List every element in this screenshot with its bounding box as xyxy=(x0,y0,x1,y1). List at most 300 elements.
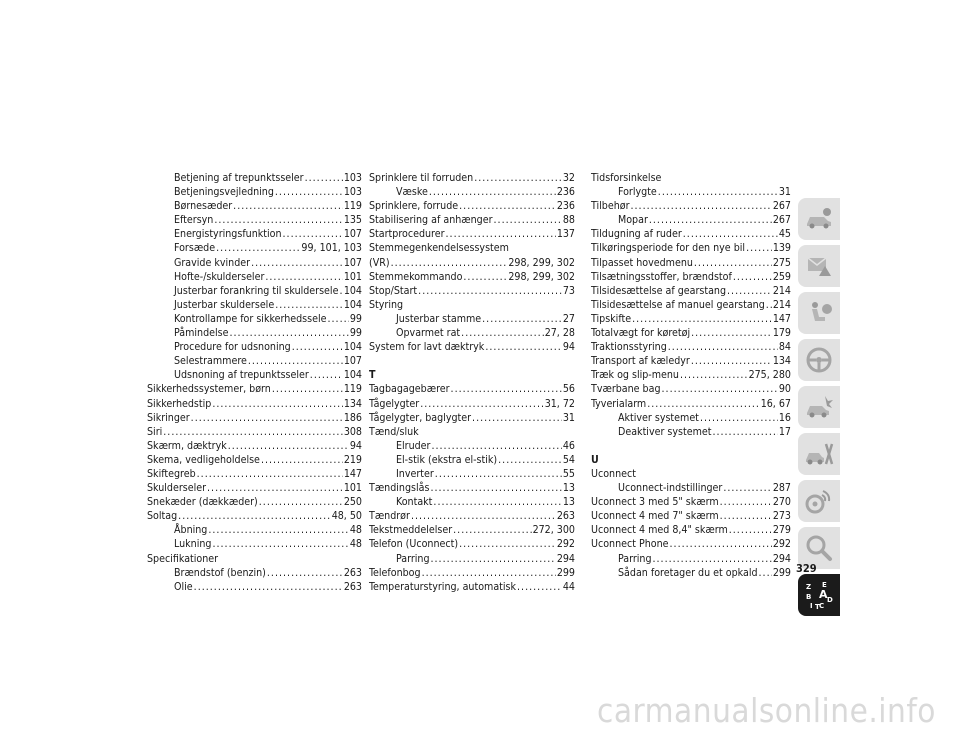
index-entry[interactable] xyxy=(591,270,791,284)
index-entry[interactable] xyxy=(369,552,575,566)
leader-dots xyxy=(459,199,556,213)
entry-page[interactable]: 27 xyxy=(562,312,575,325)
leader-dots xyxy=(632,312,772,326)
index-entry[interactable] xyxy=(369,270,575,284)
index-letter-glyph: D xyxy=(827,596,833,604)
section-letter: T xyxy=(369,369,376,382)
index-entry[interactable] xyxy=(147,199,362,213)
entry-page[interactable]: 308 xyxy=(343,425,362,438)
entry-text: Selestrammere xyxy=(174,355,247,368)
leader-dots xyxy=(265,270,342,284)
entry-page[interactable]: 275, 280 xyxy=(748,369,791,382)
index-entry[interactable] xyxy=(591,481,791,495)
entry-page[interactable]: 94 xyxy=(349,439,362,452)
entry-page[interactable]: 214 xyxy=(772,298,791,311)
leader-dots xyxy=(498,453,562,467)
index-letter-glyph: T xyxy=(815,603,820,611)
entry-text: Tilkøringsperiode for den nye bil xyxy=(591,242,746,255)
index-entry[interactable] xyxy=(147,185,362,199)
tab-service[interactable] xyxy=(798,433,840,475)
entry-page[interactable]: 147 xyxy=(772,312,791,325)
entry-page[interactable]: 279 xyxy=(772,524,791,537)
index-entry[interactable] xyxy=(147,397,362,411)
entry-text: Olie xyxy=(174,580,193,593)
index-entry[interactable] xyxy=(147,552,362,566)
entry-text: Uconnect-indstillinger xyxy=(618,482,723,495)
index-letter-glyph: A xyxy=(819,588,828,601)
tab-emergency[interactable] xyxy=(798,386,840,428)
index-entry[interactable] xyxy=(369,425,575,439)
chapter-tabs xyxy=(798,198,840,621)
index-entry[interactable] xyxy=(591,340,791,354)
index-entry[interactable] xyxy=(369,199,575,213)
index-entry[interactable] xyxy=(591,171,791,185)
leader-dots xyxy=(746,241,772,255)
entry-page[interactable]: 31, 72 xyxy=(544,397,575,410)
index-letter-glyph: C xyxy=(819,602,825,610)
entry-page[interactable]: 287 xyxy=(772,482,791,495)
index-entry[interactable] xyxy=(591,312,791,326)
index-entry[interactable] xyxy=(369,284,575,298)
leader-dots xyxy=(430,481,561,495)
index-entry[interactable] xyxy=(369,523,575,537)
index-entry[interactable] xyxy=(591,256,791,270)
entry-text: Tilsidesættelse af gearstang xyxy=(591,284,727,297)
entry-text: Styring xyxy=(369,298,404,311)
entry-text: Hofte-/skulderseler xyxy=(174,270,265,283)
index-entry[interactable] xyxy=(591,523,791,537)
entry-page[interactable]: 263 xyxy=(556,510,575,523)
index-entry[interactable] xyxy=(591,509,791,523)
leader-dots xyxy=(691,354,772,368)
entry-page[interactable]: 104 xyxy=(343,369,362,382)
entry-page[interactable]: 259 xyxy=(772,270,791,283)
entry-page[interactable]: 294 xyxy=(772,552,791,565)
car-crash-icon xyxy=(803,391,835,423)
entry-page[interactable]: 299 xyxy=(556,566,575,579)
entry-page[interactable]: 73 xyxy=(562,284,575,297)
index-entry[interactable] xyxy=(591,227,791,241)
tab-driving[interactable] xyxy=(798,339,840,381)
tab-index[interactable] xyxy=(798,574,840,616)
steering-wheel-icon xyxy=(803,344,835,376)
leader-dots xyxy=(197,467,343,481)
entry-page[interactable]: 48 xyxy=(349,524,362,537)
entry-text: Snekæder (dækkæder) xyxy=(147,496,258,509)
multimedia-icon xyxy=(803,485,835,517)
entry-text: Sikkerhedstip xyxy=(147,397,212,410)
leader-dots xyxy=(233,199,343,213)
index-entry[interactable] xyxy=(147,453,362,467)
entry-page[interactable]: 250 xyxy=(343,496,362,509)
entry-page[interactable]: 134 xyxy=(343,397,362,410)
entry-text: Tyverialarm xyxy=(591,397,647,410)
entry-text: Traktionsstyring xyxy=(591,341,667,354)
car-info-icon xyxy=(803,203,835,235)
tab-safety[interactable] xyxy=(798,292,840,334)
index-entry[interactable] xyxy=(369,566,575,580)
leader-dots xyxy=(459,537,556,551)
entry-page[interactable]: 45 xyxy=(778,228,791,241)
entry-page[interactable]: 294 xyxy=(556,552,575,565)
index-entry[interactable] xyxy=(591,368,791,382)
entry-text: Tilbehør xyxy=(591,200,630,213)
entry-text: Tændrør xyxy=(369,510,410,523)
entry-text: (VR) xyxy=(369,256,390,269)
index-entry[interactable] xyxy=(147,241,362,255)
index-entry[interactable] xyxy=(369,213,575,227)
entry-page[interactable]: 99 xyxy=(349,327,362,340)
entry-text: Sikringer xyxy=(147,411,190,424)
entry-page[interactable]: 104 xyxy=(343,284,362,297)
leader-dots xyxy=(216,241,300,255)
entry-page[interactable]: 186 xyxy=(343,411,362,424)
entry-page[interactable]: 236 xyxy=(556,186,575,199)
entry-page[interactable]: 214 xyxy=(772,284,791,297)
entry-text: Gravide kvinder xyxy=(174,256,251,269)
entry-page[interactable]: 135 xyxy=(343,214,362,227)
leader-dots xyxy=(229,326,348,340)
index-entry[interactable] xyxy=(369,298,575,312)
entry-text: Tidsforsinkelse xyxy=(591,172,662,184)
index-entry[interactable] xyxy=(147,495,362,509)
index-entry[interactable] xyxy=(591,199,791,213)
entry-page[interactable]: 267 xyxy=(772,200,791,213)
index-entry[interactable] xyxy=(147,411,362,425)
leader-dots xyxy=(723,481,771,495)
entry-page[interactable]: 137 xyxy=(556,228,575,241)
index-entry[interactable] xyxy=(369,171,575,185)
entry-page[interactable]: 99 xyxy=(349,312,362,325)
entry-page[interactable]: 292 xyxy=(772,538,791,551)
index-entry[interactable] xyxy=(591,354,791,368)
leader-dots xyxy=(431,439,561,453)
entry-page[interactable]: 54 xyxy=(562,453,575,466)
entry-text: Inverter xyxy=(396,467,434,480)
seat-airbag-icon xyxy=(803,297,835,329)
entry-page[interactable]: 17 xyxy=(778,425,791,438)
entry-page[interactable]: 107 xyxy=(343,228,362,241)
entry-text: Uconnect 4 med 8,4" skærm xyxy=(591,524,728,537)
tab-car-info[interactable] xyxy=(798,198,840,240)
index-entry[interactable] xyxy=(369,241,575,255)
entry-text: Tilpasset hovedmenu xyxy=(591,256,693,269)
entry-text: Påmindelse xyxy=(174,327,229,340)
leader-dots xyxy=(248,354,343,368)
index-entry[interactable] xyxy=(147,354,362,368)
entry-text: Justerbar skuldersele xyxy=(174,298,275,311)
index-entry[interactable] xyxy=(147,284,362,298)
index-entry[interactable] xyxy=(369,312,575,326)
index-entry[interactable] xyxy=(591,382,791,396)
leader-dots xyxy=(208,523,349,537)
entry-page[interactable]: 13 xyxy=(562,496,575,509)
index-column-2 xyxy=(369,171,575,594)
entry-page[interactable]: 236 xyxy=(556,200,575,213)
entry-text: Skærm, dæktryk xyxy=(147,439,227,452)
leader-dots xyxy=(453,523,531,537)
entry-text: Stemmekommando xyxy=(369,270,463,283)
leader-dots xyxy=(727,284,772,298)
leader-dots xyxy=(163,425,343,439)
entry-text: Siri xyxy=(147,425,163,438)
entry-text: Specifikationer xyxy=(147,552,219,565)
entry-text: Udsnoning af trepunktsseler xyxy=(174,369,309,382)
entry-page[interactable]: 119 xyxy=(343,383,362,396)
leader-dots xyxy=(178,509,331,523)
entry-page[interactable]: 84 xyxy=(778,341,791,354)
entry-page[interactable]: 179 xyxy=(772,327,791,340)
entry-page[interactable]: 270 xyxy=(772,496,791,509)
entry-page[interactable]: 90 xyxy=(778,383,791,396)
index-entry[interactable] xyxy=(147,425,362,439)
index-entry[interactable] xyxy=(147,382,362,396)
index-entry[interactable] xyxy=(369,509,575,523)
entry-page[interactable]: 219 xyxy=(343,453,362,466)
entry-page[interactable]: 263 xyxy=(343,580,362,593)
leader-dots xyxy=(422,566,556,580)
entry-text: Uconnect Phone xyxy=(591,538,669,551)
index-entry[interactable] xyxy=(369,227,575,241)
leader-dots xyxy=(194,580,343,594)
entry-page[interactable]: 139 xyxy=(772,242,791,255)
index-entry[interactable] xyxy=(369,340,575,354)
entry-page[interactable]: 104 xyxy=(343,298,362,311)
entry-text: Tilsidesættelse af manuel gearstang xyxy=(591,298,765,311)
leader-dots xyxy=(494,213,562,227)
leader-dots xyxy=(267,566,343,580)
entry-text: Aktiver systemet xyxy=(618,411,699,424)
leader-dots xyxy=(647,397,759,411)
leader-dots xyxy=(649,213,772,227)
entry-text: Elruder xyxy=(396,439,431,452)
index-entry[interactable] xyxy=(369,256,575,270)
entry-text: Uconnect 3 med 5" skærm xyxy=(591,496,719,509)
leader-dots xyxy=(683,227,778,241)
entry-text: Forsæde xyxy=(174,242,216,255)
entry-text: Eftersyn xyxy=(174,214,214,227)
index-entry[interactable] xyxy=(369,495,575,509)
index-letter-glyph: E xyxy=(822,581,827,589)
index-entry[interactable] xyxy=(369,467,575,481)
index-entry[interactable] xyxy=(147,326,362,340)
entry-text: Sprinklere til forruden xyxy=(369,172,474,184)
entry-page[interactable]: 107 xyxy=(343,355,362,368)
entry-page[interactable]: 99, 101, 103 xyxy=(301,242,362,255)
entry-text: Telefonbog xyxy=(369,566,421,579)
entry-text: Træk og slip-menu xyxy=(591,369,679,382)
leader-dots xyxy=(431,552,556,566)
leader-dots xyxy=(214,213,342,227)
entry-page[interactable]: 275 xyxy=(772,256,791,269)
entry-page[interactable]: 31 xyxy=(778,186,791,199)
entry-text: Totalvægt for køretøj xyxy=(591,327,691,340)
index-entry[interactable] xyxy=(147,256,362,270)
entry-page[interactable]: 48, 50 xyxy=(331,510,362,523)
entry-page[interactable]: 101 xyxy=(343,270,362,283)
entry-page[interactable]: 32 xyxy=(562,172,575,184)
index-entry[interactable] xyxy=(147,340,362,354)
entry-page[interactable]: 299 xyxy=(772,566,791,579)
leader-dots xyxy=(482,312,562,326)
leader-dots xyxy=(658,185,778,199)
entry-page[interactable]: 94 xyxy=(562,341,575,354)
entry-page[interactable]: 298, 299, 302 xyxy=(508,270,575,283)
entry-page[interactable]: 56 xyxy=(562,383,575,396)
leader-dots xyxy=(729,523,772,537)
entry-text: Brændstof (benzin) xyxy=(174,566,266,579)
leader-dots xyxy=(712,425,777,439)
entry-page[interactable]: 272, 300 xyxy=(532,524,575,537)
entry-page[interactable]: 27, 28 xyxy=(544,327,575,340)
entry-page[interactable]: 119 xyxy=(343,200,362,213)
entry-text: Kontrollampe for sikkerhedssele xyxy=(174,312,327,325)
leader-dots xyxy=(451,382,562,396)
index-entry[interactable] xyxy=(591,495,791,509)
entry-page[interactable]: 13 xyxy=(562,482,575,495)
mail-warning-icon xyxy=(803,250,835,282)
leader-dots xyxy=(292,340,343,354)
index-entry[interactable] xyxy=(369,580,575,594)
entry-text: Sikkerhedssystemer, børn xyxy=(147,383,271,396)
entry-text: Betjeningsvejledning xyxy=(174,186,274,199)
leader-dots xyxy=(463,270,507,284)
leader-dots xyxy=(435,467,562,481)
index-entry[interactable] xyxy=(369,481,575,495)
index-entry[interactable] xyxy=(147,566,362,580)
index-entry[interactable] xyxy=(591,185,791,199)
entry-page[interactable]: 16, 67 xyxy=(760,397,791,410)
entry-page[interactable]: 101 xyxy=(343,482,362,495)
entry-text: Stop/Start xyxy=(369,284,418,297)
index-entry[interactable] xyxy=(591,326,791,340)
entry-text: Børnesæder xyxy=(174,200,233,213)
spacer xyxy=(369,354,575,368)
tab-multimedia[interactable] xyxy=(798,480,840,522)
entry-page[interactable]: 88 xyxy=(562,214,575,227)
entry-text: Opvarmet rat xyxy=(396,327,461,340)
leader-dots xyxy=(251,256,343,270)
entry-page[interactable]: 147 xyxy=(343,467,362,480)
page-number: 329 xyxy=(796,562,817,575)
index-entry[interactable] xyxy=(147,467,362,481)
index-letter-glyph: B xyxy=(806,593,812,601)
entry-text: Uconnect 4 med 7" skærm xyxy=(591,510,719,523)
leader-dots xyxy=(474,171,562,185)
index-entry[interactable] xyxy=(147,227,362,241)
entry-text: Skema, vedligeholdelse xyxy=(147,453,260,466)
leader-dots xyxy=(461,326,544,340)
leader-dots xyxy=(766,298,772,312)
section-letter: U xyxy=(591,453,599,466)
entry-page[interactable]: 263 xyxy=(343,566,362,579)
index-letter-glyph: I xyxy=(810,602,813,610)
index-entry[interactable] xyxy=(147,509,362,523)
index-entry[interactable] xyxy=(147,213,362,227)
index-entry[interactable] xyxy=(591,241,791,255)
index-entry[interactable] xyxy=(591,467,791,481)
index-entry[interactable] xyxy=(591,411,791,425)
entry-text: Skiftegreb xyxy=(147,467,196,480)
alphabet-index-icon xyxy=(803,579,835,611)
index-entry[interactable] xyxy=(591,552,791,566)
entry-text: Parring xyxy=(396,552,430,565)
leader-dots xyxy=(261,453,343,467)
index-entry[interactable] xyxy=(369,537,575,551)
leader-dots xyxy=(429,185,556,199)
leader-dots xyxy=(275,298,343,312)
index-entry[interactable] xyxy=(369,439,575,453)
entry-page[interactable]: 104 xyxy=(343,341,362,354)
entry-text: Betjening af trepunktsseler xyxy=(174,172,304,184)
index-entry[interactable] xyxy=(369,397,575,411)
entry-page[interactable]: 103 xyxy=(343,186,362,199)
index-entry[interactable] xyxy=(591,537,791,551)
index-entry[interactable] xyxy=(147,368,362,382)
index-entry[interactable] xyxy=(591,566,791,580)
index-entry[interactable] xyxy=(369,411,575,425)
watermark: carmanualsonline.info xyxy=(597,691,936,730)
index-entry[interactable] xyxy=(591,213,791,227)
entry-page[interactable]: 44 xyxy=(562,580,575,593)
index-entry[interactable] xyxy=(369,453,575,467)
entry-page[interactable]: 134 xyxy=(772,355,791,368)
index-entry[interactable] xyxy=(147,312,362,326)
index-entry[interactable] xyxy=(369,382,575,396)
entry-text: Transport af kæledyr xyxy=(591,355,690,368)
leader-dots xyxy=(662,382,778,396)
entry-text: Deaktiver systemet xyxy=(618,425,712,438)
entry-text: Parring xyxy=(618,552,652,565)
entry-page[interactable]: 48 xyxy=(349,538,362,551)
index-entry[interactable] xyxy=(591,298,791,312)
entry-page[interactable]: 273 xyxy=(772,510,791,523)
entry-page[interactable]: 31 xyxy=(562,411,575,424)
entry-text: Justerbar stamme xyxy=(396,312,482,325)
entry-page[interactable]: 16 xyxy=(778,411,791,424)
index-entry[interactable] xyxy=(369,326,575,340)
entry-text: Tipskifte xyxy=(591,312,632,325)
index-entry[interactable] xyxy=(147,439,362,453)
index-entry[interactable] xyxy=(591,425,791,439)
entry-page[interactable]: 107 xyxy=(343,256,362,269)
entry-page[interactable]: 298, 299, 302 xyxy=(508,256,575,269)
entry-page[interactable]: 55 xyxy=(562,467,575,480)
index-entry[interactable] xyxy=(369,185,575,199)
entry-page[interactable]: 103 xyxy=(343,172,362,184)
magnifier-icon xyxy=(803,532,835,564)
index-entry[interactable] xyxy=(591,284,791,298)
leader-dots xyxy=(433,495,561,509)
index-entry[interactable] xyxy=(147,537,362,551)
entry-text: Sprinklere, forrude xyxy=(369,200,459,213)
entry-page[interactable]: 46 xyxy=(562,439,575,452)
entry-text: Tågelygter, baglygter xyxy=(369,411,472,424)
index-entry[interactable] xyxy=(147,580,362,594)
entry-text: Startprocedurer xyxy=(369,228,445,241)
entry-page[interactable]: 267 xyxy=(772,214,791,227)
leader-dots xyxy=(191,411,343,425)
tab-warnings[interactable] xyxy=(798,245,840,287)
index-entry[interactable] xyxy=(147,298,362,312)
entry-page[interactable]: 292 xyxy=(556,538,575,551)
index-entry[interactable] xyxy=(147,523,362,537)
index-entry[interactable] xyxy=(147,270,362,284)
index-entry[interactable] xyxy=(147,171,362,185)
index-entry[interactable] xyxy=(591,397,791,411)
index-entry[interactable] xyxy=(147,481,362,495)
entry-text: Tilsætningsstoffer, brændstof xyxy=(591,270,732,283)
